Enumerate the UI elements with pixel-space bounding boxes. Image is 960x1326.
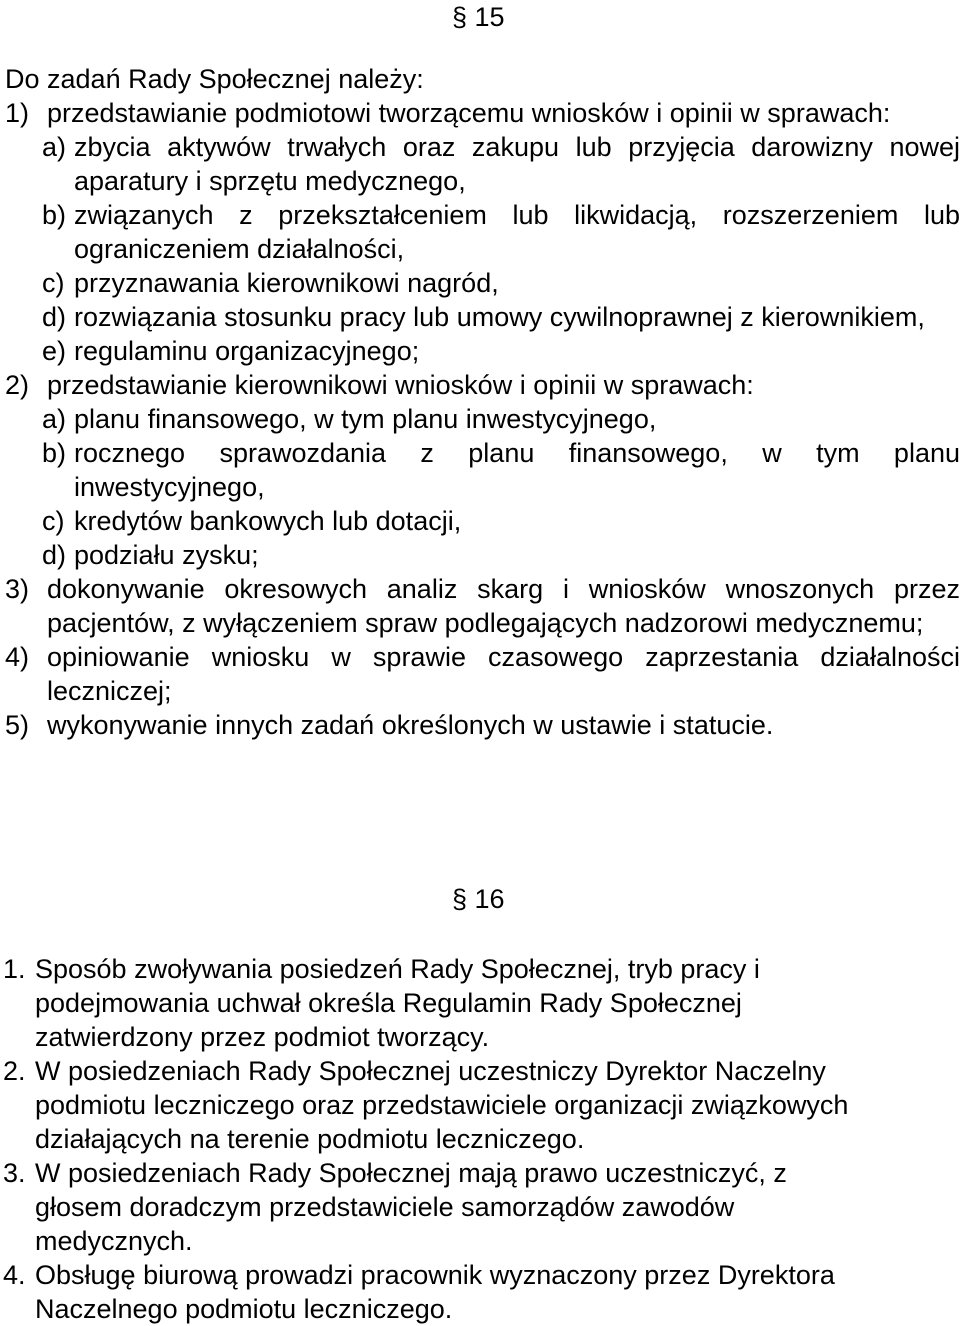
sub-item-letter: e) bbox=[42, 336, 67, 366]
sub-item-2a bbox=[0, 402, 960, 436]
list-item-number: 5) bbox=[5, 710, 30, 740]
paragraph-text: Sposób zwoływania posiedzeń Rady Społecznej, tryb pracy i podejmowania uchwał określa Regulamin Rady Społecznej zatwierdzony przez podmiot tworzący. bbox=[35, 954, 760, 1052]
paragraph-number: 4. bbox=[3, 1260, 26, 1290]
list-item-number: 3) bbox=[5, 574, 30, 604]
sub-item-text: podziału zysku; bbox=[74, 540, 259, 570]
paragraph-4 bbox=[0, 1258, 960, 1326]
sub-item-text: rozwiązania stosunku pracy lub umowy cywilnoprawnej z kierownikiem, bbox=[74, 302, 925, 332]
sub-item-2d bbox=[0, 538, 960, 572]
section-15-heading: § 15 bbox=[452, 2, 505, 32]
list-item-text: opiniowanie wniosku w sprawie czasowego zaprzestania działalności leczniczej; bbox=[47, 642, 960, 706]
list-item-text: dokonywanie okresowych analiz skarg i wniosków wnoszonych przez pacjentów, z wyłączeniem spraw podlegających nadzorowi medycznemu; bbox=[47, 574, 960, 638]
paragraph-number: 2. bbox=[3, 1056, 26, 1086]
section-15-intro: Do zadań Rady Społecznej należy: bbox=[5, 64, 424, 94]
sub-item-text: planu finansowego, w tym planu inwestycyjnego, bbox=[74, 404, 657, 434]
paragraph-1 bbox=[0, 952, 960, 1054]
list-item-4 bbox=[0, 640, 960, 708]
list-item-text: wykonywanie innych zadań określonych w ustawie i statucie. bbox=[47, 710, 774, 740]
sub-item-text: rocznego sprawozdania z planu finansowego, w tym planu inwestycyjnego, bbox=[74, 438, 960, 502]
list-item-2 bbox=[0, 368, 960, 402]
list-item-5 bbox=[0, 708, 960, 742]
list-item-1 bbox=[0, 96, 960, 130]
sub-item-letter: b) bbox=[42, 438, 67, 468]
sub-item-2b bbox=[0, 436, 960, 504]
sub-item-2c bbox=[0, 504, 960, 538]
sub-item-letter: b) bbox=[42, 200, 67, 230]
sub-item-letter: d) bbox=[42, 302, 67, 332]
sub-item-text: przyznawania kierownikowi nagród, bbox=[74, 268, 499, 298]
sub-item-1e bbox=[0, 334, 960, 368]
sub-item-1c bbox=[0, 266, 960, 300]
list-item-text: przedstawianie podmiotowi tworzącemu wniosków i opinii w sprawach: bbox=[47, 98, 891, 128]
list-item-3 bbox=[0, 572, 960, 640]
list-item-number: 4) bbox=[5, 642, 30, 672]
section-16 bbox=[0, 952, 960, 1326]
paragraph-2 bbox=[0, 1054, 960, 1156]
sub-item-text: zbycia aktywów trwałych oraz zakupu lub przyjęcia darowizny nowej aparatury i sprzętu medycznego, bbox=[74, 132, 960, 196]
sub-item-1d bbox=[0, 300, 960, 334]
sub-item-text: kredytów bankowych lub dotacji, bbox=[74, 506, 462, 536]
list-item-number: 2) bbox=[5, 370, 30, 400]
sub-item-letter: a) bbox=[42, 404, 67, 434]
section-16-heading: § 16 bbox=[452, 884, 505, 914]
list-item-text: przedstawianie kierownikowi wniosków i opinii w sprawach: bbox=[47, 370, 754, 400]
paragraph-3 bbox=[0, 1156, 960, 1258]
list-item-number: 1) bbox=[5, 98, 30, 128]
paragraph-text: W posiedzeniach Rady Społecznej uczestniczy Dyrektor Naczelny podmiotu leczniczego oraz przedstawiciele organizacji związkowych działających na terenie podmiotu leczniczego. bbox=[35, 1056, 849, 1154]
sub-item-text: regulaminu organizacyjnego; bbox=[74, 336, 420, 366]
sub-item-1a bbox=[0, 130, 960, 198]
sub-item-letter: c) bbox=[42, 268, 65, 298]
paragraph-number: 1. bbox=[3, 954, 26, 984]
sub-item-text: związanych z przekształceniem lub likwidacją, rozszerzeniem lub ograniczeniem działalności, bbox=[74, 200, 960, 264]
paragraph-text: W posiedzeniach Rady Społecznej mają prawo uczestniczyć, z głosem doradczym przedstawiciele samorządów zawodów medycznych. bbox=[35, 1158, 787, 1256]
sub-item-1b bbox=[0, 198, 960, 266]
section-15 bbox=[0, 62, 960, 742]
paragraph-number: 3. bbox=[3, 1158, 26, 1188]
sub-item-letter: a) bbox=[42, 132, 67, 162]
paragraph-text: Obsługę biurową prowadzi pracownik wyznaczony przez Dyrektora Naczelnego podmiotu leczniczego. bbox=[35, 1260, 835, 1324]
sub-item-letter: d) bbox=[42, 540, 67, 570]
sub-item-letter: c) bbox=[42, 506, 65, 536]
